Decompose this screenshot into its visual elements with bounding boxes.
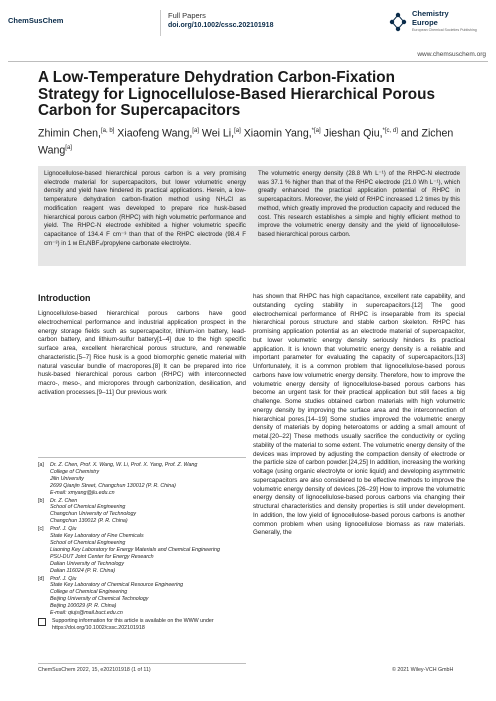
affiliation-line: College of Chemical Engineering [50, 589, 128, 596]
affiliation-line[interactable]: E-mail: xmyang@jlu.edu.cn [50, 489, 115, 496]
affiliations [38, 462, 248, 632]
affiliation-line: Prof. J. Qiu [50, 526, 77, 533]
affiliation-line[interactable]: E-mail: qiujs@mail.buct.edu.cn [50, 610, 123, 617]
author-name: Jieshan Qiu, [323, 127, 383, 140]
affiliation-line: Dalian University of Technology [50, 560, 124, 567]
author-affiliation-marker: *[a] [311, 128, 321, 134]
affiliation-line: Dr. Z. Chen, Prof. X. Wang, W. Li, Prof. X. Yang, Prof. Z. Wang [50, 462, 198, 468]
logo-line-3: European Chemical Societies Publishing [412, 28, 477, 32]
affiliation-line: Dr. Z. Chen [50, 497, 78, 504]
supporting-info-icon [38, 618, 46, 626]
affiliation-line: State Key Laboratory of Chemical Resource Engineering [50, 582, 184, 589]
supporting-info-note[interactable] [38, 618, 248, 632]
abstract-right-column: The volumetric energy density (28.8 Wh L⁻¹) of the RHPC-N electrode was 37.1 % higher than that of the RHPC electrode (21.0 Wh L⁻¹), which greatly enhanced the practical application potential of RHPC in supercapacitors. Moreover, the yield of RHPC increased 1.2 times by this method, which greatly improved the production capacity and reduced the cost. This research establishes a simple and highly efficient method to improve the volumetric energy density and the yield of lignocellulose-based hierarchical porous carbon. [258, 170, 460, 238]
affiliation-rule-bottom [38, 663, 246, 664]
header-separator [160, 10, 161, 36]
logo-line-2: Europe [412, 18, 438, 27]
affiliation-line: Dalian 116024 (P. R. China) [50, 567, 116, 574]
affiliation-line: 2699 Qianjin Street, Changchun 130012 (P. R. China) [50, 482, 176, 489]
affiliation-line: College of Chemistry [50, 468, 100, 475]
affiliation-line: Beijing 100029 (P. R. China) [50, 603, 117, 610]
journal-name: ChemSusChem [8, 16, 64, 25]
affiliation-line: Liaoning Key Laboratory for Energy Materials and Chemical Engineering [50, 546, 220, 553]
author-name: Zhimin Chen, [38, 127, 101, 140]
article-type: Full Papers [168, 11, 206, 20]
affiliation-rule-top [38, 457, 246, 458]
affiliation-line: School of Chemical Engineering [50, 539, 126, 546]
affiliation-line: Changchun 130012 (P. R. China) [50, 518, 128, 525]
author-list [38, 124, 458, 157]
affiliation-entry [38, 498, 248, 526]
affiliation-line: State Key Laboratory of Fine Chemicals [50, 533, 144, 540]
page-footer-right: © 2021 Wiley-VCH GmbH [392, 667, 454, 673]
intro-column-2: has shown that RHPC has high capacitance, excellent rate capability, and outstanding cycling stability in supercapacitors.[12] The good electrochemical performance of RHPC is inseparable from its special hierarchical porous structure and stable carbon skeleton. RHPC has promising application potential as an electrode material of supercapacitor, but lower volumetric energy density seriously hinders its practical application. It is known that volumetric energy density is a reliable and important parameter for evaluating the capacity of supercapacitors.[13] Unfortunately, it is a common problem that lignocellulose-based porous carbons have low volumetric energy density. Therefore, how to improve the volumetric energy density of lignocellulose-based porous carbons has become an urgent task for their practical application but still faces a big challenge. Some studies obtained carbon materials with high volumetric energy density by improving the surface area and the interconnection of hierarchical pores.[14–19] Some studies improved the volumetric energy density of materials by doping heteroatoms or adding a small amount of metal.[20–22] These methods usually sacrifice the conductivity or cycling stability of the material to some extent. The volumetric energy density of the devices was improved by adjusting the compaction density of electrode or the particle size of carbon powder.[24,25] In addition, increasing the working voltage (using organic electrolyte or ionic liquid) and developing asymmetric supercapacitors are also considered to be effective methods to improve the volumetric energy density of devices.[26–29] How to improve the volumetric energy density of lignocellulose-based porous carbons via changing their structural characteristics and density properties is still under development. In addition, the low yield of lignocellulose-based porous carbons is another common problem when using lignocellulose biomass as raw materials. Generally, the [253, 293, 465, 537]
affiliation-tag: [b] [38, 497, 44, 504]
page-footer-left: ChemSusChem 2022, 15, e202101918 (1 of 11) [38, 667, 151, 673]
intro-column-1: Lignocellulose-based hierarchical porous carbons have good electrochemical performance and industrial application prospect in the energy storage fields such as supercapacitor, lithium-ion battery, lead-carbon battery, and lithium-sulfur battery[1–4] due to the high specific surface area, excellent hierarchical porous structure, and renewable characteristic.[5–7] Rice husk is a good biomorphic genetic material with natural vascular bundle of macropores.[8] It can be prepared into rice husk-based hierarchical porous carbon (RHPC) with interconnected macro-, meso-, and micropores through carbonization, desilication, and activation processes.[9–11] Our previous work [38, 310, 246, 396]
affiliation-entry [38, 576, 248, 617]
author-name: Xiaofeng Wang, [117, 127, 193, 140]
affiliation-line: Prof. J. Qiu [50, 575, 77, 582]
author-name: Zichen Wang [38, 127, 454, 157]
affiliation-entry [38, 526, 248, 574]
author-affiliation-marker: *[c, d] [382, 128, 398, 134]
journal-website[interactable]: www.chemsuschem.org [417, 51, 486, 58]
affiliation-tag: [a] [38, 462, 44, 468]
author-affiliation-marker: [a, b] [101, 128, 115, 134]
author-affiliation-marker: [a] [192, 128, 199, 134]
author-name: Wei Li, [201, 127, 235, 140]
author-name: Xiaomin Yang, [243, 127, 312, 140]
section-heading-introduction: Introduction [38, 293, 91, 303]
chemistry-europe-logo-icon [388, 10, 408, 34]
header-rule [8, 61, 488, 62]
affiliation-line: Changchun University of Technology [50, 511, 137, 518]
author-affiliation-marker: [a] [65, 144, 72, 151]
affiliation-entry [38, 462, 248, 497]
publisher-logo[interactable] [388, 6, 492, 40]
supporting-info-text: Supporting information for this article is available on the WWW under https://doi.org/10.1002/cssc.202101918 [52, 617, 214, 631]
affiliation-line: PSU-DUT Joint Center for Energy Research [50, 553, 154, 560]
abstract-box [38, 166, 466, 266]
affiliation-line: School of Chemical Engineering [50, 504, 126, 511]
affiliation-line: Jilin University [50, 475, 84, 482]
author-name: and [400, 127, 419, 140]
affiliation-tag: [d] [38, 575, 44, 582]
abstract-left-column: Lignocellulose-based hierarchical porous carbon is a very promising electrode material for supercapacitors, but lower volumetric energy density and yield have hindered its practical applications. Herein, a low-temperature dehydration carbon-fixation method using NH₄Cl as modification reagent was developed to prepare rice husk-based hierarchical porous carbon (RHPC) with high volumetric performance and yield. The RHPC-N electrode exhibited a higher volumetric specific capacitance of 134.4 F cm⁻³ than that of the RHPC electrode (98.4 F cm⁻³) in 1 ᴍ Et₄NBF₄/propylene carbonate electrolyte. [44, 170, 246, 247]
affiliation-line: Beijing University of Chemical Technology [50, 596, 149, 603]
article-title: A Low-Temperature Dehydration Carbon-Fixation Strategy for Lignocellulose-Based Hierarchical Porous Carbon for Supercapacitors [38, 69, 435, 119]
affiliation-tag: [c] [38, 526, 44, 533]
doi-link[interactable]: doi.org/10.1002/cssc.202101918 [168, 22, 274, 29]
logo-line-1: Chemistry [412, 9, 449, 18]
author-affiliation-marker: [a] [234, 128, 241, 134]
